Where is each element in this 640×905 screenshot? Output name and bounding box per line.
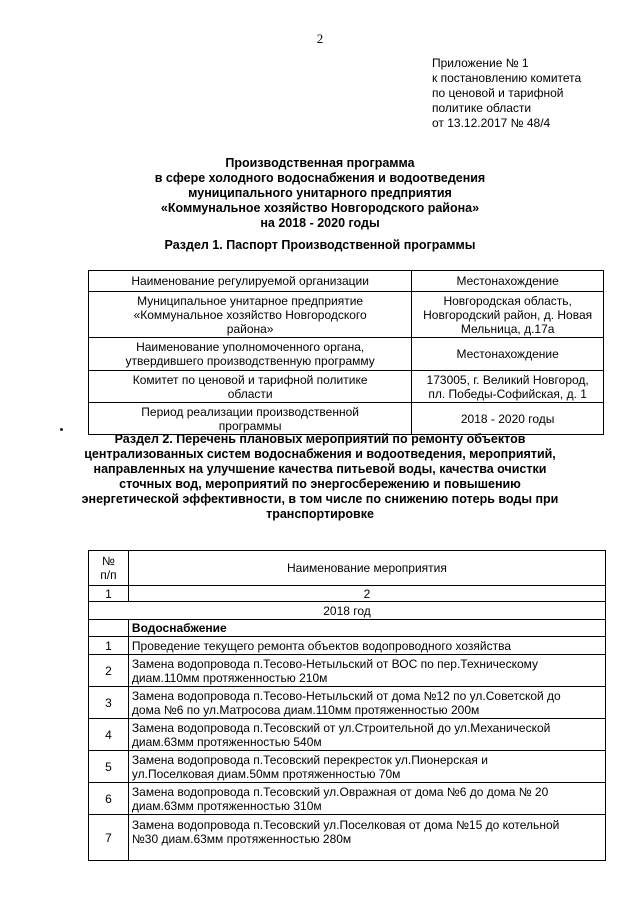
title-line: муниципального унитарного предприятия xyxy=(188,186,452,200)
table-cell xyxy=(128,783,605,815)
table-cell: 3 xyxy=(89,687,129,719)
table-cell: Проведение текущего ремонта объектов водопроводного хозяйства xyxy=(128,637,605,655)
appendix-line: от 13.12.2017 № 48/4 xyxy=(432,116,551,130)
header-cell: Наименование мероприятия xyxy=(128,551,605,586)
table-row xyxy=(89,338,604,371)
table-cell xyxy=(89,371,412,403)
cell-line: Период реализации производственной xyxy=(141,404,359,419)
passport-table xyxy=(88,270,604,435)
table-cell: 4 xyxy=(89,719,129,751)
table-cell: 1 xyxy=(89,637,129,655)
table-cell: Местонахождение xyxy=(412,271,604,292)
cell-line: дома №6 по ул.Матросова диам.110мм протяженностью 200м xyxy=(131,702,480,717)
cell-line: 173005, г. Великий Новгород, xyxy=(426,372,589,387)
table-row xyxy=(89,271,604,292)
document-title xyxy=(100,156,540,231)
cell-line: Замена водопровода п.Тесовский ул.Овражная от дома №6 до дома № 20 xyxy=(131,784,549,799)
cell-line: района» xyxy=(226,321,274,336)
table-row xyxy=(89,783,606,815)
table-cell xyxy=(89,403,412,435)
table-row xyxy=(89,292,604,338)
cell-line: утвердившего производственную программу xyxy=(125,354,375,368)
appendix-line: к постановлению комитета xyxy=(432,71,582,85)
table-row xyxy=(89,637,606,655)
cell-line: Комитет по ценовой и тарифной политике xyxy=(132,372,368,387)
cell-line: Замена водопровода п.Тесово-Нетыльский от ВОС по пер.Техническому xyxy=(131,656,539,671)
table-cell: 6 xyxy=(89,783,129,815)
table-cell xyxy=(128,751,605,783)
table-cell xyxy=(89,292,412,338)
group-cell: Водоснабжение xyxy=(128,620,605,637)
cell-line: Замена водопровода п.Тесово-Нетыльский от дома №12 по ул.Советской до xyxy=(131,688,561,703)
section1-heading: Раздел 1. Паспорт Производственной программы xyxy=(164,238,476,252)
events-table xyxy=(88,550,606,861)
cell-line: № xyxy=(102,554,115,568)
table-cell: 2 xyxy=(128,586,605,602)
table-cell: 5 xyxy=(89,751,129,783)
table-cell: 2018 - 2020 годы xyxy=(412,403,604,435)
header-cell xyxy=(89,551,129,586)
table-cell xyxy=(412,371,604,403)
section2-heading xyxy=(80,432,560,522)
cell-line: Замена водопровода п.Тесовский перекресток ул.Пионерская и xyxy=(131,752,488,767)
title-line: на 2018 - 2020 годы xyxy=(260,216,380,230)
heading-line: направленных на улучшение качества питьевой воды, качества очистки xyxy=(93,462,547,476)
appendix-line: Приложение № 1 xyxy=(432,56,529,70)
appendix-block xyxy=(432,56,632,131)
cell-line: №30 диам.63мм протяженностью 280м xyxy=(131,831,352,846)
cell-line: программы xyxy=(218,418,282,433)
year-row xyxy=(89,602,606,620)
cell-line: диам.110мм протяженностью 210м xyxy=(131,670,328,685)
year-cell: 2018 год xyxy=(89,602,606,620)
table-row xyxy=(89,655,606,687)
table-cell: Местонахождение xyxy=(412,338,604,371)
table-cell xyxy=(128,719,605,751)
cell-line: Замена водопровода п.Тесовский ул.Поселковая от дома №15 до котельной xyxy=(131,817,560,832)
table-row xyxy=(89,687,606,719)
cell-line: Замена водопровода п.Тесовский от ул.Строительной до ул.Механической xyxy=(131,720,551,735)
table-cell: 1 xyxy=(89,586,129,602)
table-cell: 2 xyxy=(89,655,129,687)
cell-line: диам.63мм протяженностью 310м xyxy=(131,798,322,813)
table-cell xyxy=(89,338,412,371)
cell-line: Муниципальное унитарное предприятие xyxy=(137,293,364,308)
table-cell: Наименование регулируемой организации xyxy=(89,271,412,292)
heading-line: сточных вод, мероприятий по энергосбережению и повышению xyxy=(119,477,521,491)
appendix-line: политике области xyxy=(432,101,532,115)
cell-line: области xyxy=(227,386,273,401)
table-cell xyxy=(128,687,605,719)
heading-line: энергетической эффективности, в том числе по снижению потерь воды при xyxy=(81,492,559,506)
cell-line: Наименование уполномоченного органа, xyxy=(136,340,365,354)
table-cell xyxy=(89,620,129,637)
table-cell xyxy=(412,292,604,338)
title-line: «Коммунальное хозяйство Новгородского района» xyxy=(160,201,480,215)
table-cell: 7 xyxy=(89,815,129,861)
title-line: Производственная программа xyxy=(225,156,415,170)
title-line: в сфере холодного водоснабжения и водоотведения xyxy=(154,171,486,185)
table-row xyxy=(89,371,604,403)
appendix-line: по ценовой и тарифной xyxy=(432,86,564,100)
cell-line: Новгородская область, xyxy=(443,293,572,308)
table-row xyxy=(89,751,606,783)
cell-line: Мельница, д.17а xyxy=(460,321,555,336)
cell-line: диам.63мм протяженностью 540м xyxy=(131,734,322,749)
heading-line: транспортировке xyxy=(266,507,374,521)
table-row xyxy=(89,719,606,751)
page-number: 2 xyxy=(316,31,324,46)
heading-line: Раздел 2. Перечень плановых мероприятий по ремонту объектов xyxy=(114,432,526,446)
cell-line: «Коммунальное хозяйство Новгородского xyxy=(133,307,367,322)
cell-line: п/п xyxy=(100,568,117,582)
heading-line: централизованных систем водоснабжения и водоотведения, мероприятий, xyxy=(84,447,556,461)
table-cell xyxy=(128,815,605,861)
scan-speck xyxy=(60,428,63,431)
cell-line: ул.Поселковая диам.50мм протяженностью 70м xyxy=(131,766,401,781)
table-header-row xyxy=(89,551,606,586)
column-number-row xyxy=(89,586,606,602)
table-row xyxy=(89,815,606,861)
table-cell xyxy=(128,655,605,687)
cell-line: пл. Победы-Софийская, д. 1 xyxy=(428,386,587,401)
group-row xyxy=(89,620,606,637)
cell-line: Новгородский район, д. Новая xyxy=(423,307,593,322)
table-row xyxy=(89,403,604,435)
